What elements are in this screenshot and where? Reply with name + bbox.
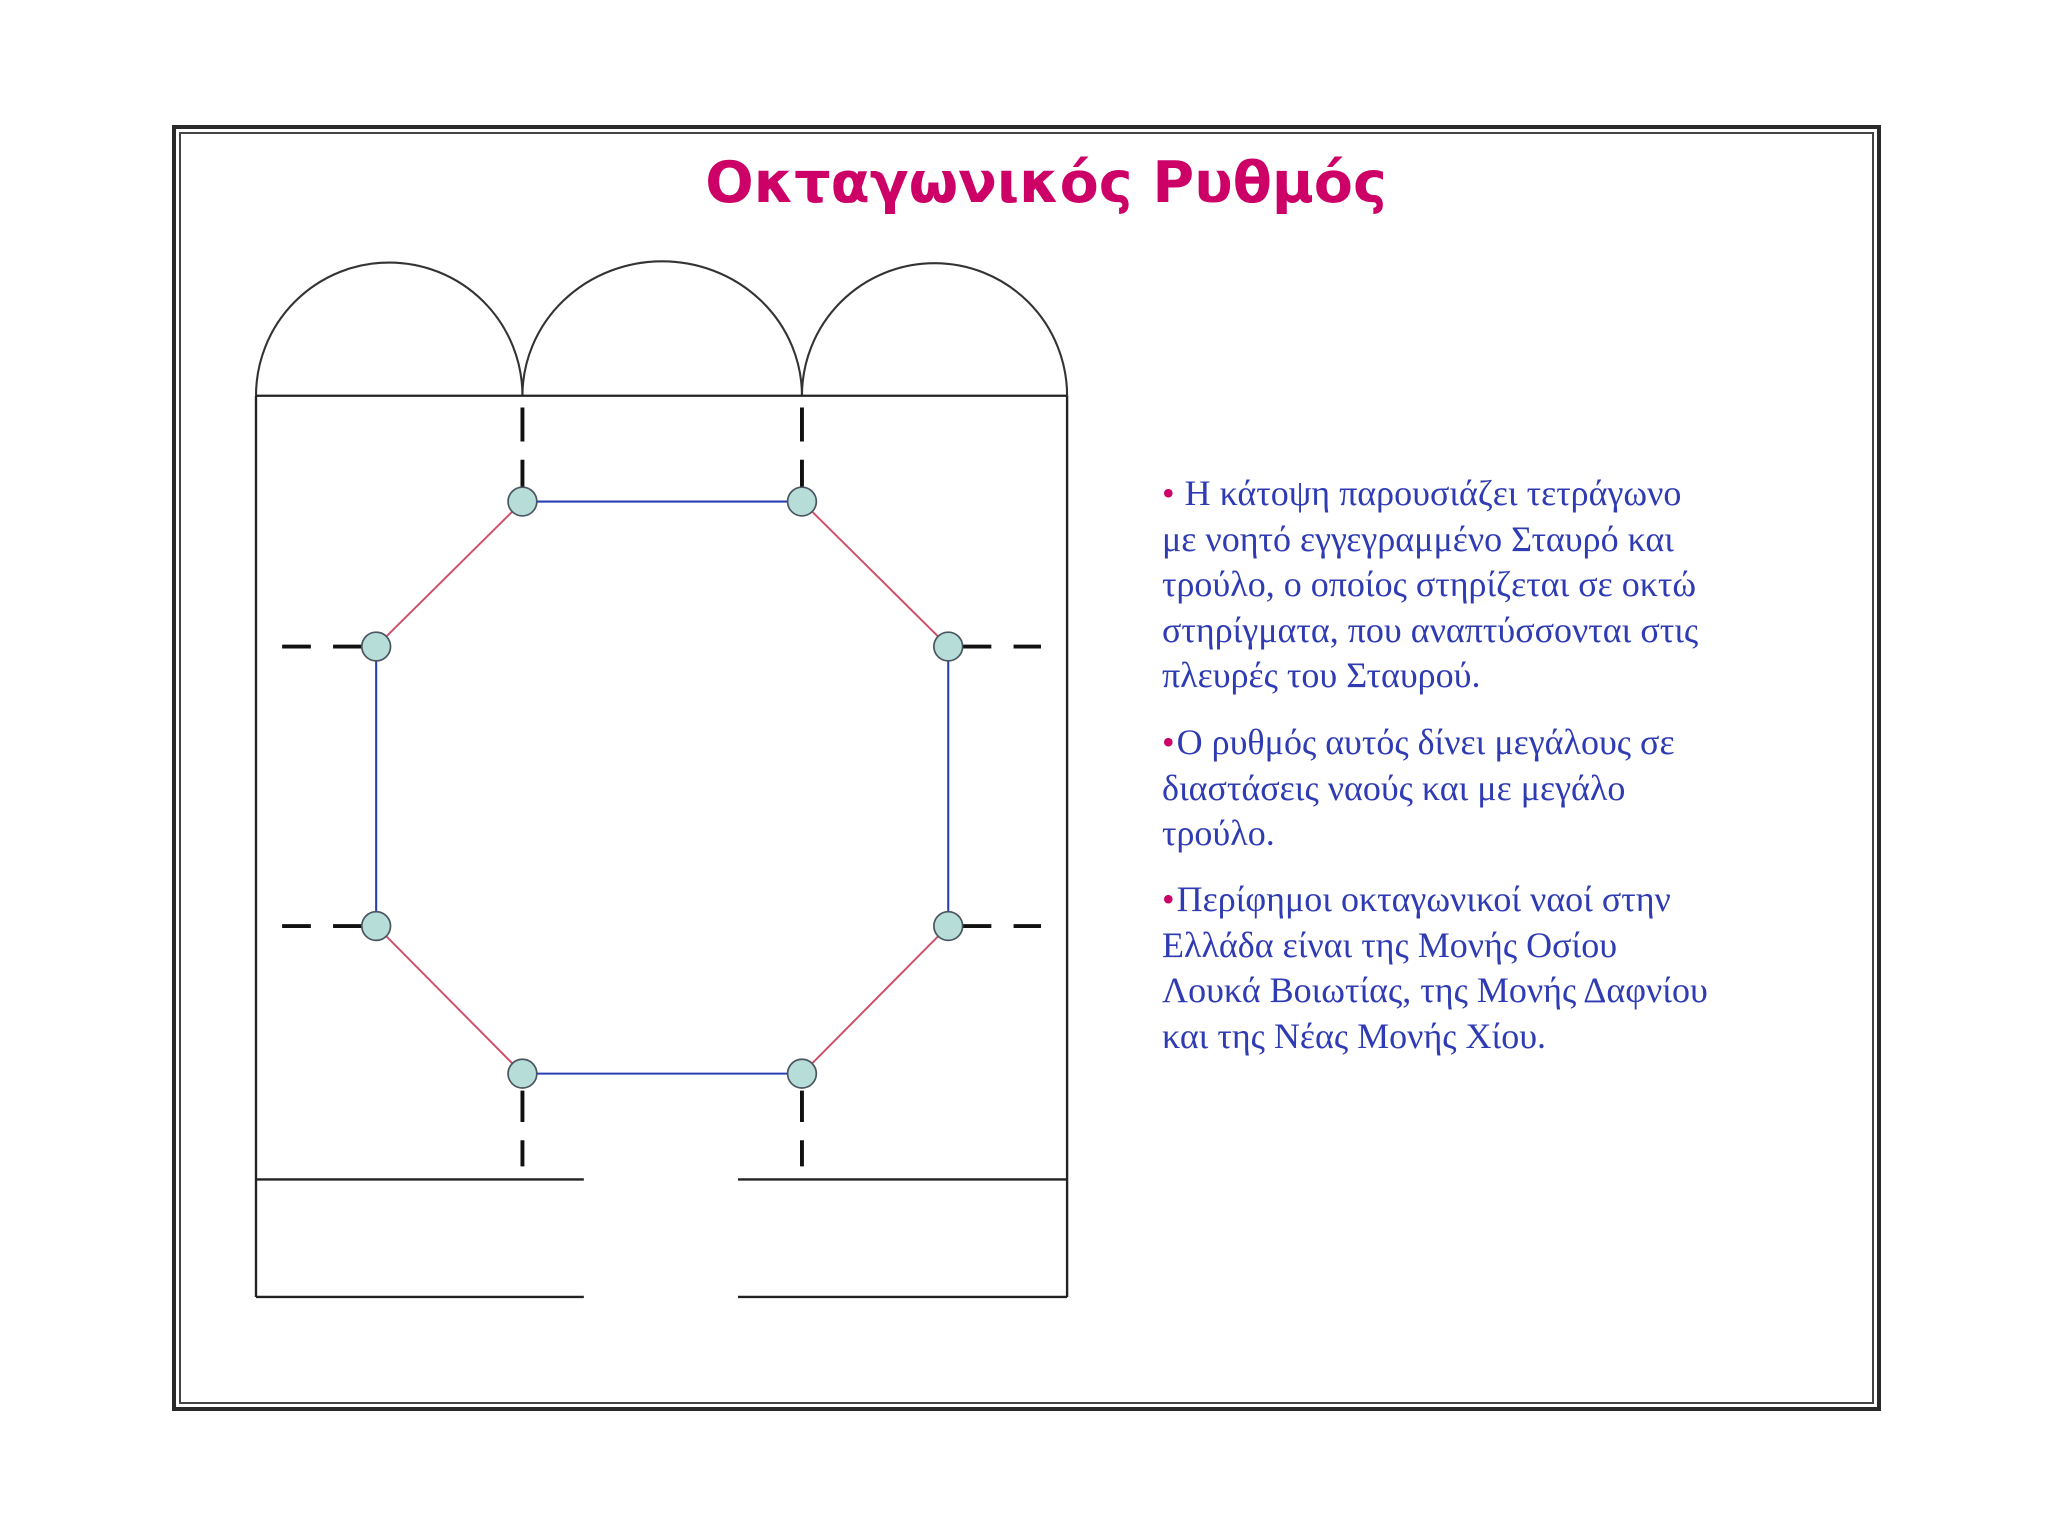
paragraph-line: τρούλο, ο οποίος στηρίζεται σε οκτώ (1162, 564, 1697, 604)
paragraph-line: τρούλο. (1162, 813, 1275, 853)
paragraph-line: Ελλάδα είναι της Μονής Οσίου (1162, 924, 1618, 965)
line-text: Περίφημοι οκταγωνικοί ναοί στην (1176, 879, 1671, 919)
bullet-paragraph-plan (1162, 471, 1698, 699)
paragraph-line (1162, 877, 1708, 923)
bullet-marker: • (1162, 473, 1175, 513)
paragraph-line: πλευρές του Σταυρού. (1162, 655, 1481, 695)
bullet-paragraph-examples (1162, 877, 1708, 1059)
bullet-marker: • (1162, 722, 1175, 762)
line-text: Ο ρυθμός αυτός δίνει μεγάλους σε (1176, 722, 1675, 762)
paragraph-line (1162, 720, 1675, 766)
bullet-paragraph-dimensions (1162, 720, 1675, 857)
paragraph-line: στηρίγματα, που αναπτύσσονται στις (1162, 609, 1699, 650)
line-text: Η κάτοψη παρουσιάζει τετράγωνο (1184, 473, 1682, 513)
paragraph-line (1162, 471, 1698, 517)
paragraph-line: και της Νέας Μονής Χίου. (1162, 1015, 1547, 1056)
bullet-marker: • (1162, 879, 1175, 919)
paragraph-line: με νοητό εγγεγραμμένο Σταυρό και (1162, 518, 1674, 559)
slide-title: Οκταγωνικός Ρυθμός (705, 150, 1387, 216)
paragraph-line: Λουκά Βοιωτίας, της Μονής Δαφνίου (1162, 970, 1708, 1010)
paragraph-line: διαστάσεις ναούς και με μεγάλο (1162, 767, 1626, 808)
